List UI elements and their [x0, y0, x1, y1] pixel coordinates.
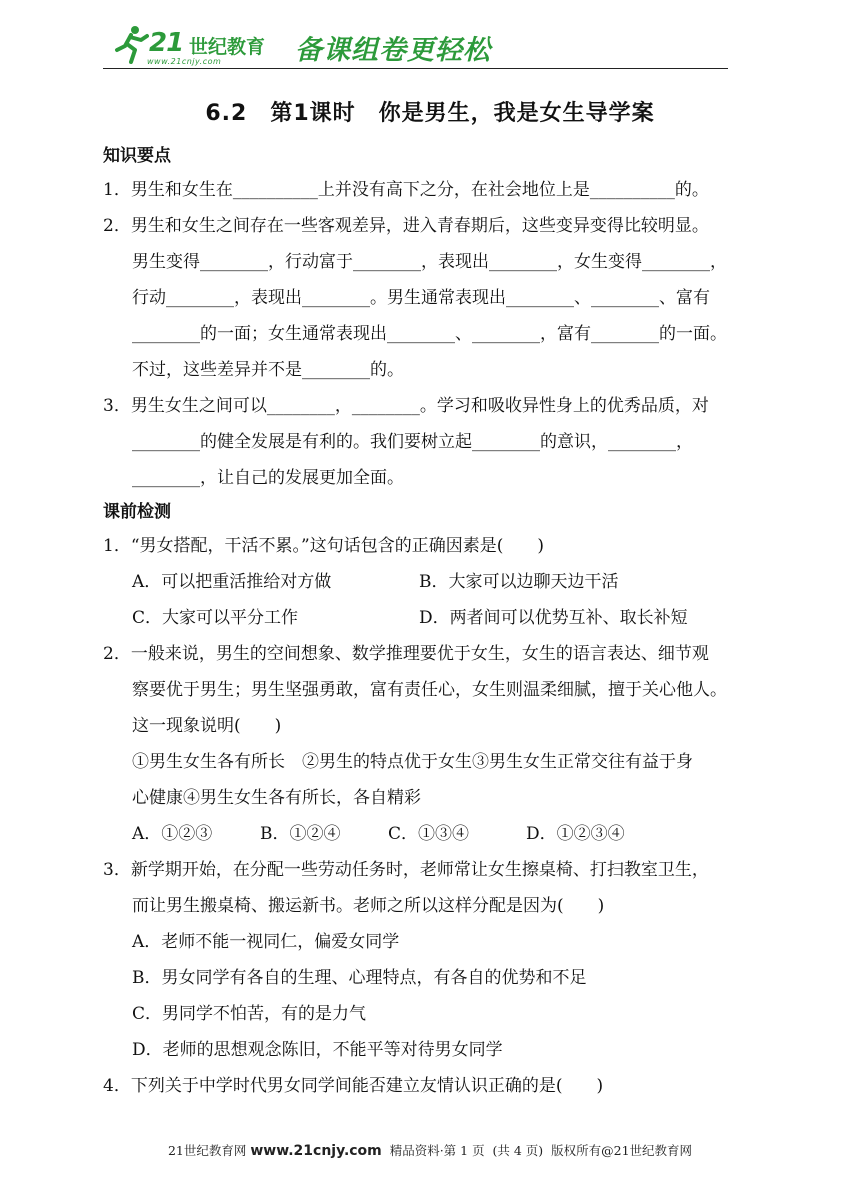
knowledge-line: 不过，这些差异并不是________的。	[132, 360, 404, 380]
option-d: D．①②③④	[526, 824, 625, 844]
section-heading-knowledge: 知识要点	[103, 146, 171, 166]
question-3-stem: 3．新学期开始，在分配一些劳动任务时，老师常让女生擦桌椅、打扫教室卫生，	[103, 860, 709, 880]
option-c: C．男同学不怕苦，有的是力气	[132, 1004, 367, 1024]
logo-text: 世纪教育	[189, 36, 266, 58]
document-body	[103, 140, 763, 1104]
question-2-stem: 察要优于男生；男生坚强勇敢，富有责任心，女生则温柔细腻，擅于关心他人。	[132, 680, 727, 700]
question-4-stem: 4．下列关于中学时代男女同学间能否建立友情认识正确的是( )	[103, 1076, 604, 1096]
knowledge-line: 3．男生女生之间可以________，________。学习和吸收异性身上的优秀品质，对	[103, 396, 709, 416]
knowledge-line: ________的一面；女生通常表现出________、________，富有________的一面。	[132, 324, 727, 344]
option-b: B．①②④	[260, 824, 341, 844]
question-2-options-row	[103, 816, 763, 852]
option-b: B．男女同学有各自的生理、心理特点，有各自的优势和不足	[132, 968, 587, 988]
option-c: C．①③④	[388, 824, 470, 844]
option-a: A．①②③	[132, 824, 213, 844]
option-d: D．老师的思想观念陈旧，不能平等对待男女同学	[132, 1040, 503, 1060]
option-b: B．大家可以边聊天边干活	[419, 572, 619, 592]
question-1-options-row	[103, 564, 763, 600]
knowledge-line: 男生变得________，行动富于________，表现出________，女生变得________，	[132, 252, 727, 272]
knowledge-line: ________的健全发展是有利的。我们要树立起________的意识，________，	[132, 432, 693, 452]
footer-left: 21世纪教育网	[167, 1143, 251, 1158]
question-1-stem: 1．“男女搭配，干活不累。”这句话包含的正确因素是( )	[103, 536, 544, 556]
question-2-items: 心健康④男生女生各有所长，各自精彩	[132, 788, 421, 808]
question-3-stem: 而让男生搬桌椅、搬运新书。老师之所以这样分配是因为( )	[132, 896, 605, 916]
knowledge-line: 1．男生和女生在__________上并没有高下之分，在社会地位上是__________的。	[103, 180, 709, 200]
knowledge-line: 行动________，表现出________。男生通常表现出________、________、富有	[132, 288, 710, 308]
question-2-stem: 2．一般来说，男生的空间想象、数学推理要优于女生，女生的语言表达、细节观	[103, 644, 709, 664]
knowledge-line: 2．男生和女生之间存在一些客观差异，进入青春期后，这些变异变得比较明显。	[103, 216, 709, 236]
knowledge-line: ________，让自己的发展更加全面。	[132, 468, 404, 488]
header-slogan: 备课组卷更轻松	[295, 35, 491, 66]
section-heading-pretest: 课前检测	[103, 502, 171, 522]
question-2-stem: 这一现象说明( )	[132, 716, 282, 736]
logo-url: www.21cnjy.com	[147, 57, 222, 66]
option-a: A．老师不能一视同仁，偏爱女同学	[132, 932, 400, 952]
runner-logo-icon	[113, 24, 149, 64]
footer-right: 精品资料·第 1 页 (共 4 页) 版权所有@21世纪教育网	[381, 1143, 693, 1158]
footer-url: www.21cnjy.com	[250, 1143, 382, 1159]
logo-number: 21	[149, 28, 184, 58]
page-header	[103, 22, 728, 70]
header-divider	[103, 68, 728, 69]
page-title: 6.2 第1课时 你是男生，我是女生导学案	[205, 101, 655, 126]
question-2-items: ①男生女生各有所长 ②男生的特点优于女生③男生女生正常交往有益于身	[132, 752, 693, 772]
page-footer	[0, 1141, 860, 1159]
question-1-options-row	[103, 600, 763, 636]
option-c: C．大家可以平分工作	[132, 608, 299, 628]
option-a: A．可以把重活推给对方做	[132, 572, 332, 592]
option-d: D．两者间可以优势互补、取长补短	[419, 608, 688, 628]
